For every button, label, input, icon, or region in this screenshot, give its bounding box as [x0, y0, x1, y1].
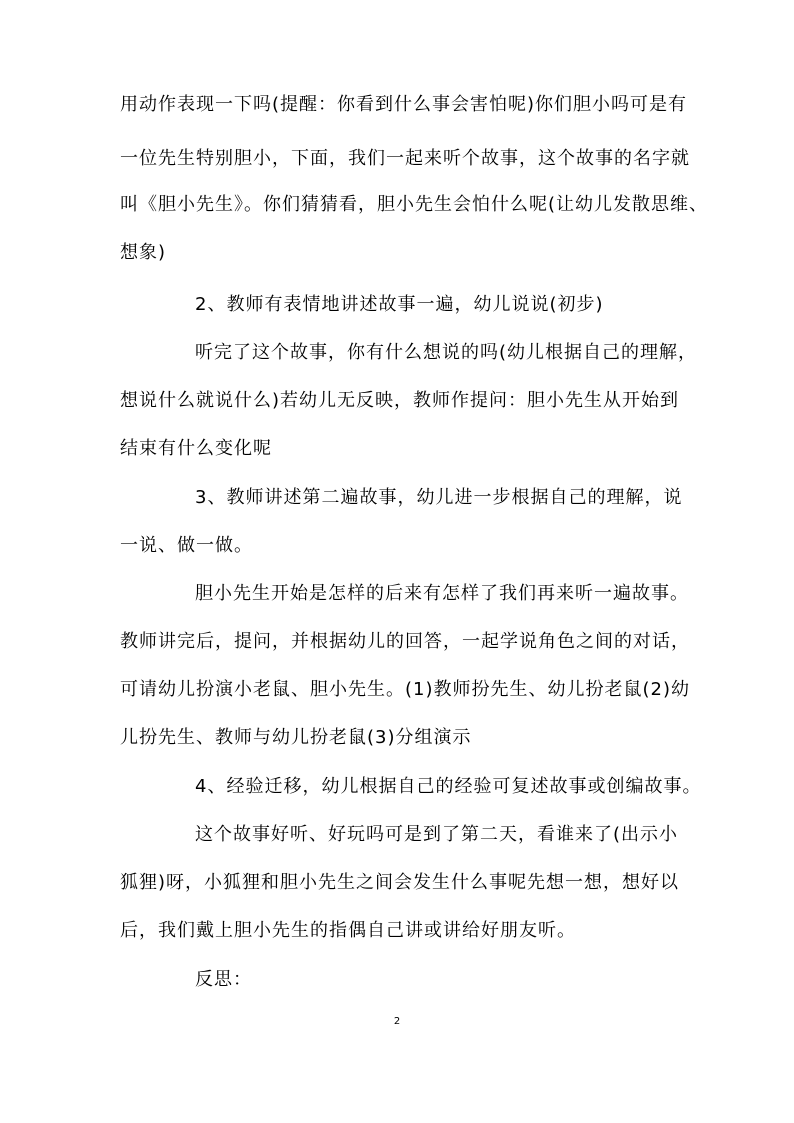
- paragraph-line: 可请幼儿扮演小老鼠、胆小先生。(1)教师扮先生、幼儿扮老鼠(2)幼: [120, 679, 690, 700]
- section-heading-3: 3、教师讲述第二遍故事，幼儿进一步根据自己的理解，说: [195, 487, 683, 508]
- paragraph-line: 一位先生特别胆小，下面，我们一起来听个故事，这个故事的名字就: [120, 148, 690, 169]
- paragraph-line: 胆小先生开始是怎样的后来有怎样了我们再来听一遍故事。: [195, 583, 689, 604]
- paragraph-line: 听完了这个故事，你有什么想说的吗(幼儿根据自己的理解，: [195, 342, 698, 363]
- reflection-heading: 反思：: [195, 969, 252, 990]
- paragraph-line: 一说、做一做。: [120, 535, 253, 556]
- paragraph-line: 结束有什么变化呢: [120, 438, 272, 459]
- paragraph-line: 叫《胆小先生》。你们猜猜看，胆小先生会怕什么呢(让幼儿发散思维、: [120, 194, 709, 215]
- paragraph-line: 后，我们戴上胆小先生的指偶自己讲或讲给好朋友听。: [120, 920, 576, 941]
- paragraph-line: 想说什么就说什么)若幼儿无反映，教师作提问：胆小先生从开始到: [120, 390, 680, 411]
- section-heading-2: 2、教师有表情地讲述故事一遍，幼儿说说(初步): [195, 294, 604, 315]
- paragraph-line: 狐狸)呀，小狐狸和胆小先生之间会发生什么事呢先想一想，想好以: [120, 872, 680, 893]
- paragraph-line: 教师讲完后，提问，并根据幼儿的回答，一起学说角色之间的对话，: [120, 631, 690, 652]
- paragraph-line: 用动作表现一下吗(提醒：你看到什么事会害怕呢)你们胆小吗可是有: [120, 94, 688, 115]
- paragraph-line: 儿扮先生、教师与幼儿扮老鼠(3)分组演示: [120, 727, 472, 748]
- section-heading-4: 4、经验迁移，幼儿根据自己的经验可复述故事或创编故事。: [195, 776, 702, 797]
- paragraph-line: 想象): [120, 242, 167, 263]
- paragraph-line: 这个故事好听、好玩吗可是到了第二天，看谁来了(出示小: [195, 824, 679, 845]
- page-number: 2: [393, 1016, 401, 1027]
